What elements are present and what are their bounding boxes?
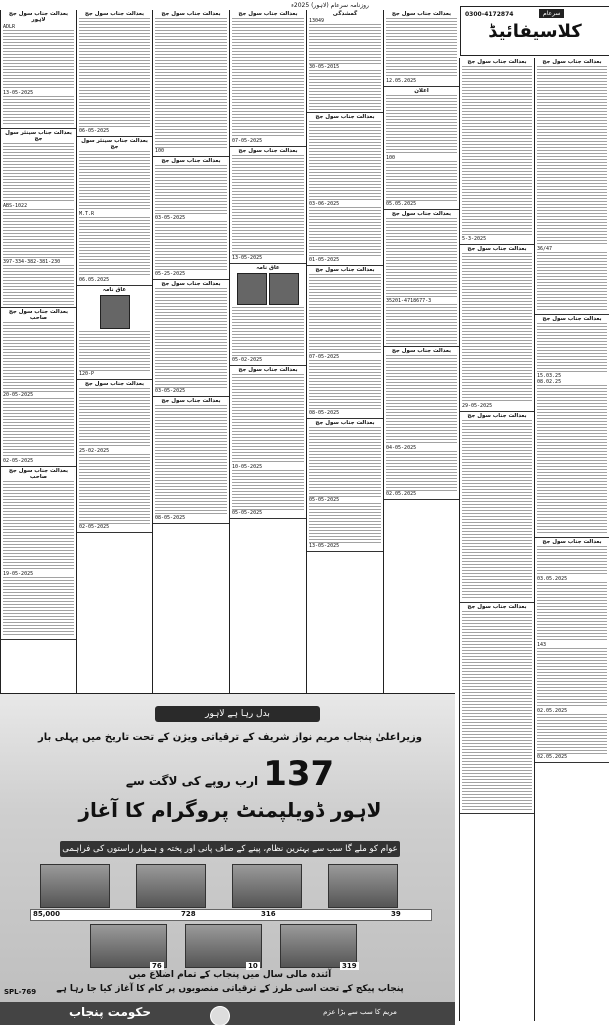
classified-ad [307,419,383,552]
ad-body-text [537,252,607,312]
ad-reference: 13-05-2025 [309,543,340,549]
ad-reference: 03-05-2025 [155,388,186,394]
ad-heading: بعدالت جناب سول جج [238,148,298,154]
ad-body-text [309,503,381,543]
ad-body-text [386,161,457,201]
ad-body-text [3,481,74,571]
ad-heading: بعدالت جناب سینئر سول جج [5,130,72,142]
classified-ad [307,266,383,419]
ad-reference: 02.05.2025 [386,491,417,497]
ad-body-text [309,360,381,410]
ad-body-text [309,24,381,64]
ad-reference: 01-05-2025 [309,257,340,263]
ad-heading: بعدالت جناب سینئر سول جج [81,138,148,150]
masthead-title: کلاسیفائیڈ [488,21,582,42]
ad-reference: 05.05.2025 [386,201,417,207]
ad-next-line: آئندہ مالی سال میں پنجاب کے تمام اضلاع میں [128,970,332,980]
ad-body-text [232,18,304,138]
ad-body-text [155,288,227,388]
stat-value: 10 [248,962,258,970]
ad-body-text [79,217,150,277]
ad-reference: 30-05-2015 [309,64,340,70]
ad-reference: 08-05-2025 [155,515,186,521]
ad-column-8 [534,58,609,1021]
project-photo [136,864,206,908]
classified-ad [230,147,306,264]
ad-heading: بعدالت جناب سول جج [161,158,221,164]
masthead-phone: 0300-4172874 [465,11,514,18]
ad-reference: 02.05.2025 [537,708,568,714]
ad-reference: 02.05.2025 [537,754,568,760]
ad-heading: بعدالت جناب سول جج [391,211,452,217]
ad-reference: 100 [155,148,165,154]
ad-column-7 [459,58,534,1021]
ad-body-text [79,388,150,448]
ad-body-text [155,405,227,515]
classified-ad [384,347,459,500]
ad-reference: 5-3-2025 [462,236,487,242]
ad-reference: 13049 [309,18,325,24]
classified-ad [1,10,76,129]
ad-body-text [3,30,74,90]
ad-body-text [462,611,532,811]
classified-ad [230,366,306,519]
ad-body-text [462,253,532,403]
ad-footer-text: مریم کا سب سے بڑا عزم [323,1008,397,1016]
ad-body-text [155,221,227,271]
ad-heading: بعدالت جناب سول جج لاہور [8,11,69,23]
ad-body-text [79,151,150,211]
classified-ad [535,315,609,538]
ad-body-text [79,18,150,128]
classified-ad [230,264,306,366]
ad-reference: 10-05-2025 [232,464,263,470]
ad-heading: بعدالت جناب سول جج [467,413,527,419]
project-photo [232,864,302,908]
ad-heading: بعدالت جناب سول جج [542,539,602,545]
ad-reference: 29-05-2025 [462,403,493,409]
ad-reference: 05-05-2025 [309,497,340,503]
ad-body-text [3,322,74,392]
ad-government-name: حکومت پنجاب [68,1005,152,1019]
ad-reference: 05-02-2025 [232,357,263,363]
ad-reference: 02-05-2025 [3,458,34,464]
masthead-tag: سرعام [539,9,564,18]
classified-ad [230,10,306,147]
ad-reference: 20-05-2025 [3,392,34,398]
government-seal-icon [210,1006,230,1025]
ad-body-text [79,454,150,524]
ad-body-text [537,385,607,535]
ad-tagline: بدل رہا ہے لاہور [155,706,320,722]
ad-body-text [155,165,227,215]
classified-ad [460,412,534,603]
classified-ad [153,157,229,280]
ad-body-text [79,331,150,371]
ad-column-4 [229,10,306,693]
ad-heading: بعدالت جناب سول جج صاحب [8,468,69,480]
ad-heading: بعدالت جناب سول جج [315,267,375,273]
ad-reference: 07-05-2025 [309,354,340,360]
ad-reference: 100 [386,155,396,161]
classified-ad [1,308,76,467]
ad-column-3 [152,10,229,693]
ad-body-text [309,274,381,354]
ad-body-text [386,18,457,78]
ad-body-text [537,714,607,754]
ad-reference: 13-05-2025 [232,255,263,261]
classified-ad [535,58,609,315]
ad-reference: 36/47 [537,246,553,252]
ad-heading: بعدالت جناب سول جج [161,281,221,287]
ad-body-text [232,155,304,255]
photo-row [232,273,304,305]
ad-heading: بعدالت جناب سول جج [161,398,221,404]
stat-value: 76 [152,962,162,970]
ad-column-5 [306,10,383,693]
classified-ad [77,286,152,380]
classified-ad [77,380,152,533]
ad-body-text [3,398,74,458]
stat-value: 319 [342,962,357,970]
ad-body-text [386,451,457,491]
classified-ad [384,210,459,347]
ad-reference: 08.02.25 [537,379,562,385]
ad-reference: 07-05-2025 [232,138,263,144]
ad-reference: 03-06-2025 [309,201,340,207]
ad-heading: بعدالت جناب سول جج [238,367,298,373]
ad-body-text [309,70,381,110]
ad-reference: 25-02-2025 [79,448,110,454]
ad-reference: ABS-1022 [3,203,28,209]
ad-reference: 08-05-2025 [309,410,340,416]
ad-heading: بعدالت جناب سول جج [391,348,452,354]
ad-reference: 12.05.2025 [386,78,417,84]
ad-heading: بعدالت جناب سول جج [391,11,452,17]
ad-body-text [3,577,74,637]
ad-reference: ADLR [3,24,16,30]
ad-body-text [386,95,457,155]
ad-reference: 15.03.25 [537,373,562,379]
stat-value: 39 [391,910,401,918]
ad-reference: 05-25-2025 [155,271,186,277]
ad-heading: بعدالت جناب سول جج [238,11,298,17]
ad-body-text [3,209,74,259]
ad-reference: 05-05-2025 [232,510,263,516]
person-photo [237,273,267,305]
ad-headline: وزیراعلیٰ پنجاب مریم نواز شریف کے ترقیاتی ویژن کے تحت تاریخ میں پہلی بار [38,732,422,743]
classified-ad [1,129,76,308]
ad-reference: 03-05-2025 [155,215,186,221]
ad-body-text [155,18,227,148]
ad-body-text [537,546,607,576]
ad-heading: عاق نامہ [256,265,280,271]
ad-reference: 120-P [79,371,95,377]
project-photo [40,864,110,908]
ad-stats-bar [30,909,432,921]
ad-heading: بعدالت جناب سول جج [84,11,145,17]
ad-photo-row [40,864,440,909]
person-photo [269,273,299,305]
ad-heading: بعدالت جناب سول جج [467,604,527,610]
classified-ad [307,10,383,113]
ad-body-text [386,304,457,344]
ad-heading: بعدالت جناب سول جج [84,381,145,387]
ad-reference: 143 [537,642,547,648]
ad-body-text [537,648,607,708]
ad-heading: بعدالت جناب سول جج [467,59,527,65]
project-photo [328,864,398,908]
ad-heading: بعدالت جناب سول جج [542,316,602,322]
ad-photo-row [90,924,430,974]
ad-body-text [232,470,304,510]
stat-value: 316 [261,910,276,918]
classified-ad [535,538,609,763]
dateline: روزنامہ سرعام (لاہور) 2025ء [291,2,369,9]
ad-reference: 04-05-2025 [386,445,417,451]
classified-masthead [460,6,609,56]
ad-body-text [537,582,607,642]
classified-ad [460,603,534,814]
ad-reference: 397-334-382-381-230 [3,259,61,265]
ad-body-text [309,207,381,257]
ad-code: SPL-769 [4,988,37,996]
ad-heading: عاق نامہ [102,287,127,293]
ad-body-text [232,374,304,464]
ad-reference: 35201-4718677-3 [386,298,432,304]
classified-ad [77,10,152,137]
ad-heading: بعدالت جناب سول جج [315,420,375,426]
classified-ad [153,280,229,397]
classified-ad [384,87,459,210]
ad-body-text [3,265,74,305]
ad-heading: بعدالت جناب سول جج [542,59,602,65]
ad-column-1 [0,10,76,693]
ad-amount-text: ارب روپے کی لاگت سے [125,774,259,788]
ad-body-text [386,218,457,298]
ad-reference: 06-05-2025 [79,128,110,134]
ad-amount [110,754,350,794]
ad-heading: بعدالت جناب سول جج صاحب [8,309,69,321]
ad-column-2 [76,10,152,693]
classified-ad [153,397,229,524]
ad-body-text [386,355,457,445]
ad-body-text [3,143,74,203]
ad-reference: 03.05.2025 [537,576,568,582]
ad-body-text [462,420,532,600]
ad-heading: اعلان [414,88,429,94]
classified-ad [307,113,383,266]
classified-ad [460,58,534,245]
classified-ad [1,467,76,640]
ad-column-6 [383,10,459,693]
ad-reference: 19-05-2025 [3,571,34,577]
person-photo [100,295,130,329]
ad-reference: 13-05-2025 [3,90,34,96]
ad-heading: گمشدگی [332,11,358,17]
classified-ad [460,245,534,412]
ad-amount-number: 137 [263,754,335,794]
ad-heading: بعدالت جناب سول جج [315,114,375,120]
ad-heading: بعدالت جناب سول جج [161,11,221,17]
ad-subtitle: عوام کو ملے گا سب سے بہترین نظام، پینے کے صاف پانی اور پختہ و ہموار راستوں کی فراہمی [60,841,400,857]
ad-heading: بعدالت جناب سول جج [467,246,527,252]
ad-body-text [309,121,381,201]
classified-ad [153,10,229,157]
ad-title: لاہور ڈویلپمنٹ پروگرام کا آغاز [78,798,382,822]
ad-body-text [3,96,74,126]
ad-body-text [232,307,304,357]
classified-ad [77,137,152,286]
ad-body-text [537,323,607,373]
ad-reference: 06.05.2025 [79,277,110,283]
classified-ad [384,10,459,87]
ad-body-text [309,427,381,497]
ad-next-line: پنجاب پیکج کے تحت اسی طرز کے ترقیاتی منصوبوں پر کام کا آغاز کیا جا رہا ہے [56,984,404,994]
ad-reference: M.T.R [79,211,95,217]
stat-value: 85,000 [33,910,61,918]
ad-body-text [537,66,607,246]
ad-body-text [462,66,532,236]
government-advertisement [0,693,455,1025]
stat-value: 728 [181,910,196,918]
ad-reference: 02-05-2025 [79,524,110,530]
